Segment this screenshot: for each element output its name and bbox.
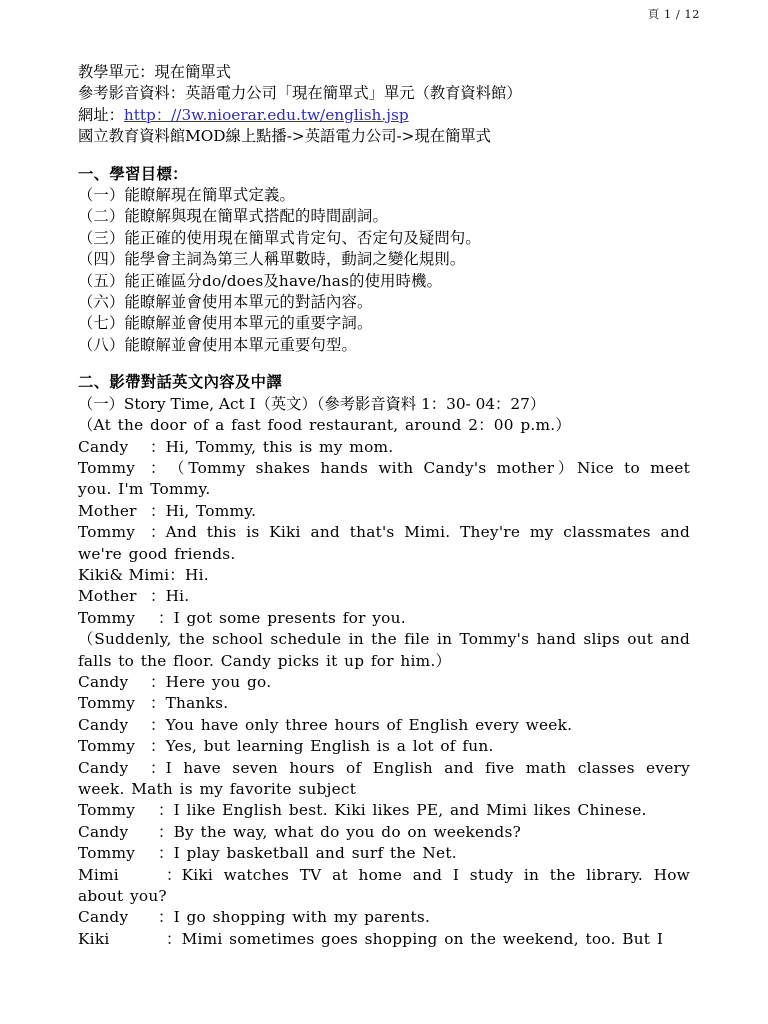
speaker-name: Candy bbox=[78, 908, 129, 927]
dialogue-text: Thanks. bbox=[165, 694, 229, 713]
dialogue-text: Kiki watches TV at home and I study in the library. How about you? bbox=[78, 865, 697, 906]
objective-item: （六）能瞭解並會使用本單元的對話內容。 bbox=[78, 293, 373, 312]
dialogue-text: By the way, what do you do on weekends? bbox=[173, 822, 522, 841]
teaching-unit-line: 教學單元：現在簡單式 bbox=[78, 63, 231, 81]
navigation-path-line: 國立教育資料館MOD線上點播->英語電力公司->現在簡單式 bbox=[78, 127, 491, 146]
speaker-name: Candy bbox=[78, 715, 129, 734]
dialogue-text: Hi, Tommy, this is my mom. bbox=[165, 437, 394, 456]
speaker-colon: ： bbox=[150, 437, 166, 456]
dialogue-text: I like English best. Kiki likes PE, and Mimi likes Chinese. bbox=[173, 801, 647, 820]
speaker-colon: ： bbox=[166, 929, 182, 948]
stage-direction-opening: （At the door of a fast food restaurant, around 2：00 p.m.） bbox=[78, 416, 571, 435]
speaker-name: Mother bbox=[78, 501, 137, 520]
title-block bbox=[78, 62, 690, 148]
dialogue-text: Yes, but learning English is a lot of fun. bbox=[165, 737, 494, 756]
dialogue-line bbox=[78, 608, 690, 629]
reference-media-line: 參考影音資料：英語電力公司「現在簡單式」單元（教育資料館） bbox=[78, 84, 522, 103]
dialogue-text: I play basketball and surf the Net. bbox=[173, 844, 457, 863]
speaker-name: Kiki bbox=[78, 929, 110, 948]
dialogue-line bbox=[78, 907, 690, 928]
dialogue-line bbox=[78, 715, 690, 736]
dialogue-line bbox=[78, 843, 690, 864]
speaker-colon: ： bbox=[150, 758, 166, 777]
speaker-colon: ： bbox=[158, 844, 174, 863]
speaker-name: Tommy bbox=[78, 458, 136, 477]
dialogue-line bbox=[78, 522, 697, 565]
page-indicator-text: 頁 1 / 12 bbox=[647, 7, 700, 21]
reference-url-link[interactable]: http：//3w.nioerar.edu.tw/english.jsp bbox=[123, 105, 409, 124]
section-video-dialogue bbox=[78, 372, 697, 950]
speaker-name: Candy bbox=[78, 822, 129, 841]
document-body bbox=[78, 62, 697, 950]
url-line bbox=[78, 105, 690, 126]
speaker-colon: ： bbox=[150, 672, 166, 691]
dialogue-line bbox=[78, 672, 690, 693]
speaker-name: Tommy bbox=[78, 737, 136, 756]
speaker-name: Tommy bbox=[78, 523, 136, 542]
dialogue-text: I go shopping with my parents. bbox=[173, 908, 431, 927]
speaker-name: Candy bbox=[78, 672, 129, 691]
speaker-colon: ： bbox=[150, 694, 166, 713]
objective-item: （七）能瞭解並會使用本單元的重要字詞。 bbox=[78, 314, 373, 333]
url-label: 網址： bbox=[78, 105, 124, 124]
speaker-name: Tommy bbox=[78, 694, 136, 713]
dialogue-line bbox=[78, 501, 690, 522]
dialogue-text: I got some presents for you. bbox=[173, 608, 406, 627]
dialogue-text: And this is Kiki and that's Mimi. They're my classmates and we're good friends. bbox=[78, 523, 697, 563]
dialogue-text: Hi. bbox=[165, 587, 190, 606]
speaker-colon: ： bbox=[150, 501, 166, 520]
spacer bbox=[78, 356, 690, 372]
dialogue-line bbox=[78, 800, 690, 821]
objective-item: （二）能瞭解與現在簡單式搭配的時間副詞。 bbox=[78, 207, 388, 226]
objective-item: （四）能學會主詞為第三人稱單數時，動詞之變化規則。 bbox=[78, 250, 466, 269]
speaker-colon: ： bbox=[166, 865, 182, 884]
speaker-colon: ： bbox=[169, 565, 185, 584]
speaker-name: Candy bbox=[78, 437, 129, 456]
speaker-colon: ： bbox=[158, 908, 174, 927]
speaker-colon: ： bbox=[150, 587, 166, 606]
subsection-label: （一）Story Time, Act I（英文）（參考影音資料 1：30- 04：27） bbox=[78, 394, 546, 413]
speaker-colon: ： bbox=[158, 822, 174, 841]
speaker-colon: ： bbox=[158, 608, 174, 627]
objective-item: （三）能正確的使用現在簡單式肯定句、否定句及疑問句。 bbox=[78, 228, 481, 247]
speaker-colon: ： bbox=[150, 715, 166, 734]
objective-item: （一）能瞭解現在簡單式定義。 bbox=[78, 186, 295, 205]
section-two-heading: 二、影帶對話英文內容及中譯 bbox=[78, 373, 283, 392]
dialogue-line bbox=[78, 586, 690, 607]
dialogue-line bbox=[78, 565, 690, 586]
speaker-colon: ： bbox=[150, 523, 166, 542]
spacer bbox=[78, 148, 690, 164]
dialogue-line bbox=[78, 437, 690, 458]
dialogue-text: I have seven hours of English and five math classes every week. Math is my favorite subject bbox=[78, 758, 697, 798]
speaker-name: Tommy bbox=[78, 608, 136, 627]
dialogue-line bbox=[78, 929, 690, 950]
stage-direction-middle: （Suddenly, the school schedule in the file in Tommy's hand slips out and falls to the floor. Candy picks it up for him.） bbox=[78, 630, 697, 670]
dialogue-text: Hi. bbox=[184, 565, 209, 584]
dialogue-block-two bbox=[78, 672, 697, 950]
speaker-colon: ： bbox=[150, 458, 166, 477]
speaker-colon: ： bbox=[150, 737, 166, 756]
dialogue-text: You have only three hours of English every week. bbox=[165, 715, 573, 734]
dialogue-text: Hi, Tommy. bbox=[165, 501, 257, 520]
dialogue-line bbox=[78, 758, 697, 801]
objective-item: （五）能正確區分do/does及have/has的使用時機。 bbox=[78, 271, 443, 290]
page-number-header bbox=[0, 6, 768, 22]
dialogue-text: （Tommy shakes hands with Candy's mother）Nice to meet you. I'm Tommy. bbox=[78, 458, 697, 499]
dialogue-line bbox=[78, 693, 690, 714]
dialogue-line bbox=[78, 458, 697, 501]
dialogue-block-one bbox=[78, 437, 697, 630]
speaker-colon: ： bbox=[158, 801, 174, 820]
section-learning-objectives bbox=[78, 164, 690, 357]
speaker-name: Tommy bbox=[78, 844, 136, 863]
dialogue-text: Here you go. bbox=[165, 672, 272, 691]
dialogue-text: Mimi sometimes goes shopping on the weekend, too. But I bbox=[181, 929, 664, 948]
dialogue-line bbox=[78, 822, 690, 843]
speaker-name: Tommy bbox=[78, 801, 136, 820]
objective-item: （八）能瞭解並會使用本單元重要句型。 bbox=[78, 335, 357, 354]
speaker-name: Mother bbox=[78, 587, 137, 606]
dialogue-line bbox=[78, 865, 697, 908]
section-one-heading: 一、學習目標： bbox=[78, 164, 188, 183]
speaker-name: Mimi bbox=[78, 865, 119, 884]
speaker-name: Candy bbox=[78, 758, 129, 777]
speaker-name: Kiki& Mimi bbox=[78, 565, 170, 584]
dialogue-line bbox=[78, 736, 690, 757]
